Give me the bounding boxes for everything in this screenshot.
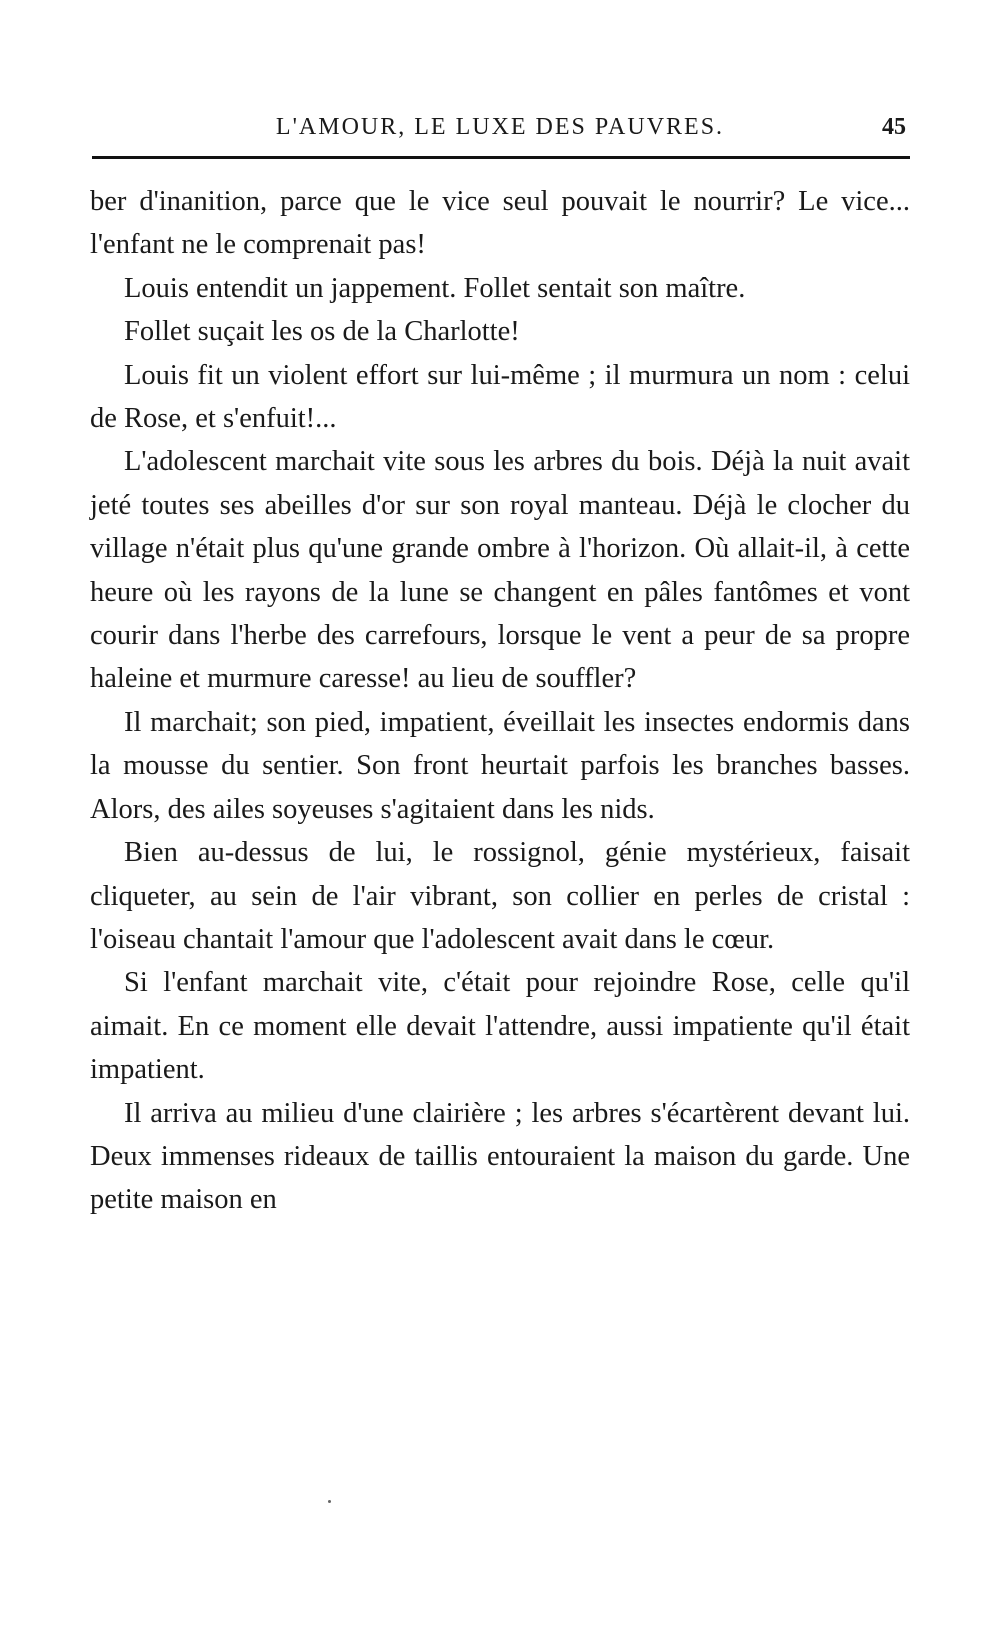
paragraph: Louis fit un violent effort sur lui-même ; il murmura un nom : celui de Rose, et s'enfuit!... xyxy=(90,359,910,435)
paragraph: Louis entendit un jappement. Follet sentait son maître. xyxy=(124,272,746,304)
paragraph: Follet suçait les os de la Charlotte! xyxy=(124,316,520,348)
paragraph: Bien au-dessus de lui, le rossignol, génie mystérieux, faisait cliqueter, au sein de l'air vibrant, son collier en perles de cristal : l'oiseau chantait l'amour que l'adolescent avait dans le cœur. xyxy=(90,837,910,955)
paragraph: ber d'inanition, parce que le vice seul pouvait le nourrir? Le vice... l'enfant ne le comprenait pas! xyxy=(90,186,910,261)
running-header xyxy=(90,110,910,146)
paragraph: L'adolescent marchait vite sous les arbres du bois. Déjà la nuit avait jeté toutes ses abeilles d'or sur son royal manteau. Déjà le clocher du village n'était plus qu'une grande ombre à l'horizon. Où allait-il, à cette heure où les rayons de la lune se changent en pâles fantômes et vont courir dans l'herbe des carrefours, lorsque le vent a peur de sa propre haleine et murmure caresse! au lieu de souffler? xyxy=(90,446,910,695)
paragraph: Il arriva au milieu d'une clairière ; les arbres s'écartèrent devant lui. Deux immenses rideaux de taillis entouraient la maison du garde. Une petite maison en xyxy=(90,1097,910,1216)
paragraph: Si l'enfant marchait vite, c'était pour rejoindre Rose, celle qu'il aimait. En ce moment elle devait l'attendre, aussi impatiente qu'il était impatient. xyxy=(90,967,910,1086)
paragraph: Il marchait; son pied, impatient, éveillait les insectes endormis dans la mousse du sentier. Son front heurtait parfois les branches basses. Alors, des ailes soyeuses s'agitaient dans les nids. xyxy=(90,706,910,825)
text-body xyxy=(90,180,910,1222)
running-title: L'AMOUR, LE LUXE DES PAUVRES. xyxy=(275,114,725,140)
page-number: 45 xyxy=(882,114,906,140)
header-rule xyxy=(92,156,910,159)
ink-speck xyxy=(328,1500,331,1503)
